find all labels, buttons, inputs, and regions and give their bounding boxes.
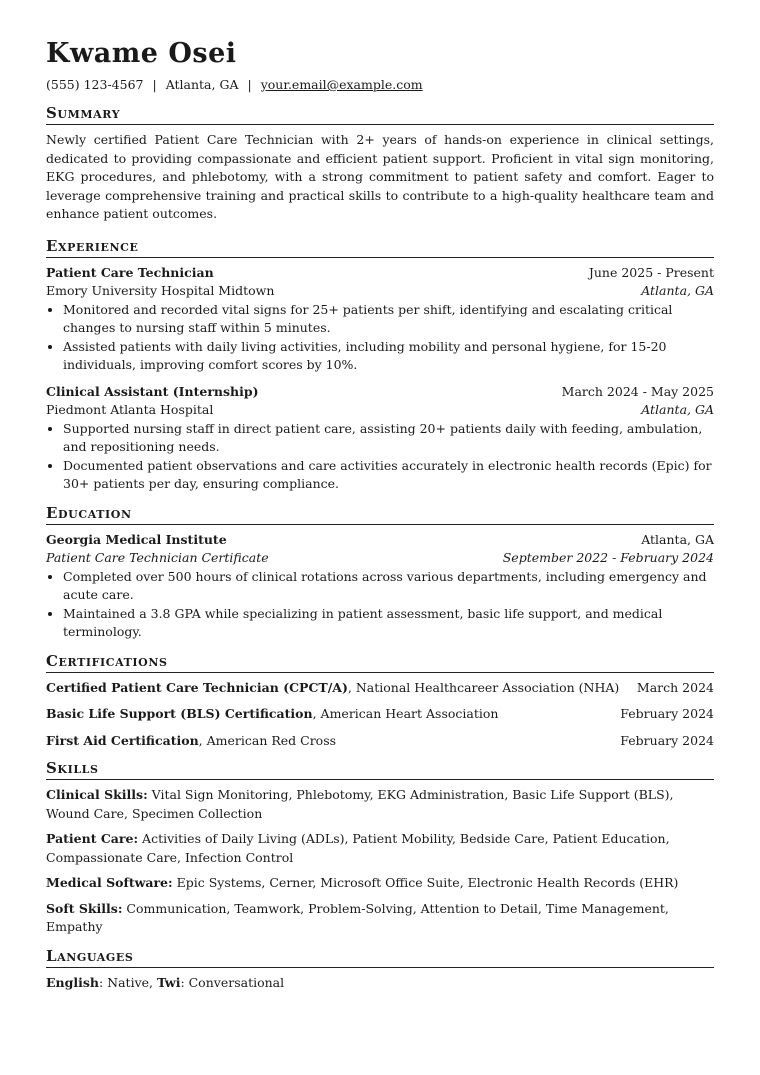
job-bullets <box>46 420 714 494</box>
skill-group <box>46 830 714 867</box>
skill-label: Medical Software: <box>46 875 173 890</box>
resume-page <box>46 38 714 992</box>
education-dates: September 2022 - February 2024 <box>502 550 714 565</box>
skill-value: Communication, Teamwork, Problem-Solving, Attention to Detail, Time Management, Empathy <box>46 900 669 934</box>
job-role: Clinical Assistant (Internship) <box>46 383 259 399</box>
job-dates: March 2024 - May 2025 <box>561 383 714 399</box>
job-entry <box>46 264 714 375</box>
cert-name: First Aid Certification <box>46 732 199 748</box>
job-location: Atlanta, GA <box>641 283 714 298</box>
section-heading-skills: Skills <box>46 759 714 780</box>
bullet-item: • Completed over 500 hours of clinical rotations across various departments, including emergency and acute care. <box>63 568 714 605</box>
section-heading-education: Education <box>46 504 714 525</box>
bullet-item: • Maintained a 3.8 GPA while specializing in patient assessment, basic life support, and medical terminology. <box>63 605 714 642</box>
degree: Patient Care Technician Certificate <box>46 550 269 565</box>
skill-group <box>46 900 714 937</box>
cert-date: March 2024 <box>636 679 714 695</box>
skill-group <box>46 786 714 823</box>
language-name: Twi <box>157 974 181 990</box>
education-entry <box>46 531 714 642</box>
bullet-item: • Monitored and recorded vital signs for 25+ patients per shift, identifying and escalating critical changes to nursing staff within 5 minutes. <box>63 301 714 338</box>
certification-item <box>46 732 714 751</box>
section-heading-experience: Experience <box>46 237 714 258</box>
cert-issuer: , American Heart Association <box>312 706 499 721</box>
skill-label: Patient Care: <box>46 831 139 846</box>
school-location: Atlanta, GA <box>641 531 714 547</box>
certification-item <box>46 705 714 724</box>
certification-item <box>46 679 714 698</box>
job-location: Atlanta, GA <box>641 402 714 417</box>
cert-name: Certified Patient Care Technician (CPCT/A) <box>46 679 348 695</box>
cert-issuer: , National Healthcareer Association (NHA) <box>347 679 620 695</box>
separator: | <box>152 77 157 92</box>
separator: | <box>247 77 252 92</box>
cert-date: February 2024 <box>620 706 714 721</box>
skill-value: Epic Systems, Cerner, Microsoft Office Suite, Electronic Health Records (EHR) <box>172 875 679 890</box>
languages-line <box>46 974 714 993</box>
job-entry <box>46 383 714 494</box>
cert-issuer: , American Red Cross <box>198 732 337 748</box>
skill-group <box>46 874 714 893</box>
job-org: Piedmont Atlanta Hospital <box>46 402 214 417</box>
cert-name: Basic Life Support (BLS) Certification <box>46 706 313 721</box>
candidate-name: Kwame Osei <box>46 38 237 69</box>
contact-line <box>46 76 714 94</box>
cert-date: February 2024 <box>620 732 714 748</box>
job-org: Emory University Hospital Midtown <box>46 283 275 298</box>
section-heading-summary: Summary <box>46 104 714 125</box>
language-level: : Conversational <box>180 974 285 990</box>
language-name: English <box>46 974 99 990</box>
job-dates: June 2025 - Present <box>588 264 714 280</box>
skill-label: Clinical Skills: <box>46 787 148 802</box>
email-link[interactable]: your.email@example.com <box>260 77 423 92</box>
job-bullets <box>46 301 714 375</box>
bullet-item: • Documented patient observations and care activities accurately in electronic health records (Epic) for 30+ patients per day, ensuring compliance. <box>63 457 714 494</box>
skill-label: Soft Skills: <box>46 900 123 916</box>
language-level: : Native, <box>98 974 157 990</box>
bullet-item: • Assisted patients with daily living activities, including mobility and personal hygiene, for 15-20 individuals, improving comfort scores by 10%. <box>63 338 714 375</box>
job-role: Patient Care Technician <box>46 264 214 280</box>
school-name: Georgia Medical Institute <box>46 531 227 547</box>
summary-text: Newly certified Patient Care Technician with 2+ years of hands-on experience in clinical settings, dedicated to providing compassionate and efficient patient support. Proficient in vital sign monitoring, EKG procedures, and phlebotomy, with a strong commitment to patient safety and comfort. Eager to leverage comprehensive training and practical skills to contribute to a high-quality healthcare team and enhance patient outcomes. <box>46 132 714 221</box>
skill-value: Vital Sign Monitoring, Phlebotomy, EKG Administration, Basic Life Support (BLS), Wound Care, Specimen Collection <box>46 787 674 821</box>
location: Atlanta, GA <box>165 77 239 92</box>
education-bullets <box>46 568 714 642</box>
phone-number: (555) 123-4567 <box>46 77 144 92</box>
section-heading-languages: Languages <box>46 947 714 968</box>
skill-value: Activities of Daily Living (ADLs), Patient Mobility, Bedside Care, Patient Education, Compassionate Care, Infection Control <box>46 831 670 865</box>
bullet-item: • Supported nursing staff in direct patient care, assisting 20+ patients daily with feeding, ambulation, and repositioning needs. <box>63 420 714 457</box>
section-heading-certifications: Certifications <box>46 652 714 673</box>
